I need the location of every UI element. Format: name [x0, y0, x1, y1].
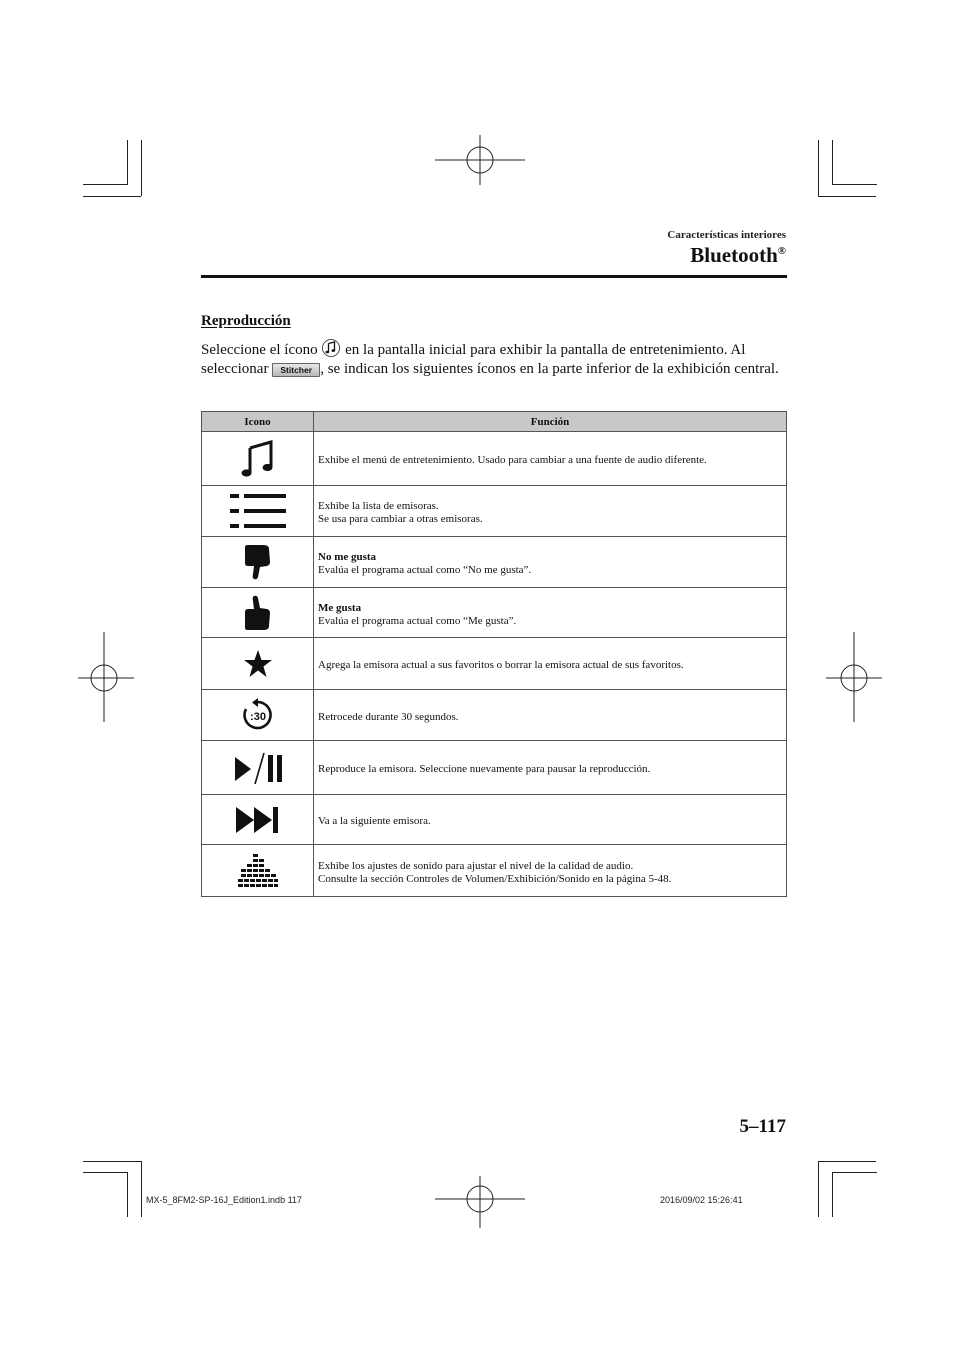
- header-rule: [201, 275, 787, 278]
- registration-mark-right: [826, 632, 882, 722]
- section-label: Características interiores: [667, 229, 786, 241]
- registration-mark-bottom: [435, 1172, 525, 1228]
- crop-mark: [83, 1172, 128, 1173]
- crop-mark: [83, 184, 128, 185]
- registration-mark-top: [435, 135, 525, 191]
- intro-paragraph: Seleccione el ícono en la pantalla inicial para exhibir la pantalla de entretenimiento. Al seleccionar Stitcher , se indican los siguientes íconos en la parte inferior de la exhibición central.: [201, 339, 791, 379]
- row-description: Exhibe los ajustes de sonido para ajustar el nivel de la calidad de audio.: [318, 859, 634, 872]
- registered-mark: ®: [777, 245, 786, 257]
- equalizer-icon: [238, 854, 278, 888]
- registration-mark-left: [78, 632, 134, 722]
- crop-mark: [127, 1172, 128, 1217]
- crop-mark: [832, 1172, 833, 1217]
- crop-mark: [832, 140, 833, 185]
- skip-next-icon: [236, 806, 280, 834]
- row-description: Exhibe la lista de emisoras.: [318, 500, 439, 512]
- music-note-icon: [241, 440, 275, 478]
- thumbs-up-icon: [243, 595, 273, 631]
- row-description: Exhibe el menú de entretenimiento. Usado para cambiar a una fuente de audio diferente.: [318, 454, 707, 466]
- column-header-function: Función: [314, 412, 787, 432]
- row-title: Me gusta: [318, 601, 362, 614]
- row-description: Se usa para cambiar a otras emisoras.: [318, 513, 483, 525]
- table-row: [202, 638, 787, 690]
- stitcher-badge: Stitcher: [272, 363, 320, 377]
- thumbs-down-icon: [243, 544, 273, 580]
- icon-function-table: [201, 411, 787, 897]
- crop-mark: [832, 1172, 877, 1173]
- section-title: Bluetooth®: [690, 243, 786, 267]
- table-row: [202, 795, 787, 845]
- list-icon: [230, 494, 286, 528]
- crop-mark: [83, 196, 141, 197]
- crop-mark: [127, 140, 128, 185]
- column-header-icon: Icono: [202, 412, 314, 432]
- print-timestamp: 2016/09/02 15:26:41: [660, 1195, 743, 1205]
- row-description: Reproduce la emisora. Seleccione nuevamente para pausar la reproducción.: [318, 763, 651, 775]
- music-note-icon: [321, 339, 341, 357]
- row-description: Evalúa el programa actual como “Me gusta”.: [318, 614, 517, 627]
- crop-mark: [818, 1161, 819, 1217]
- rewind-30-icon: [241, 698, 275, 732]
- table-row: [202, 486, 787, 537]
- table-row: [202, 588, 787, 638]
- crop-mark: [141, 140, 142, 196]
- row-description: Va a la siguiente emisora.: [318, 815, 431, 827]
- row-description: Retrocede durante 30 segundos.: [318, 710, 459, 723]
- file-info: MX-5_8FM2-SP-16J_Edition1.indb 117: [146, 1195, 302, 1205]
- crop-mark: [832, 184, 877, 185]
- star-icon: [243, 649, 273, 679]
- crop-mark: [818, 1161, 876, 1162]
- crop-mark: [818, 196, 876, 197]
- row-description: Consulte la sección Controles de Volumen/Exhibición/Sonido en la página 5-48.: [318, 872, 672, 885]
- row-description: Evalúa el programa actual como “No me gusta”.: [318, 564, 532, 576]
- crop-mark: [818, 140, 819, 196]
- crop-mark: [141, 1161, 142, 1217]
- row-title: No me gusta: [318, 551, 377, 563]
- table-row: [202, 432, 787, 486]
- row-description: Agrega la emisora actual a sus favoritos o borrar la emisora actual de sus favoritos.: [318, 659, 684, 671]
- table-row: [202, 537, 787, 588]
- table-row: [202, 741, 787, 795]
- crop-mark: [83, 1161, 141, 1162]
- subheading: Reproducción: [201, 313, 291, 329]
- play-pause-icon: [233, 751, 283, 785]
- page-number: 5–117: [739, 1116, 786, 1137]
- table-row: [202, 845, 787, 897]
- svg-text::30: :30: [249, 711, 266, 723]
- table-row: [202, 690, 787, 741]
